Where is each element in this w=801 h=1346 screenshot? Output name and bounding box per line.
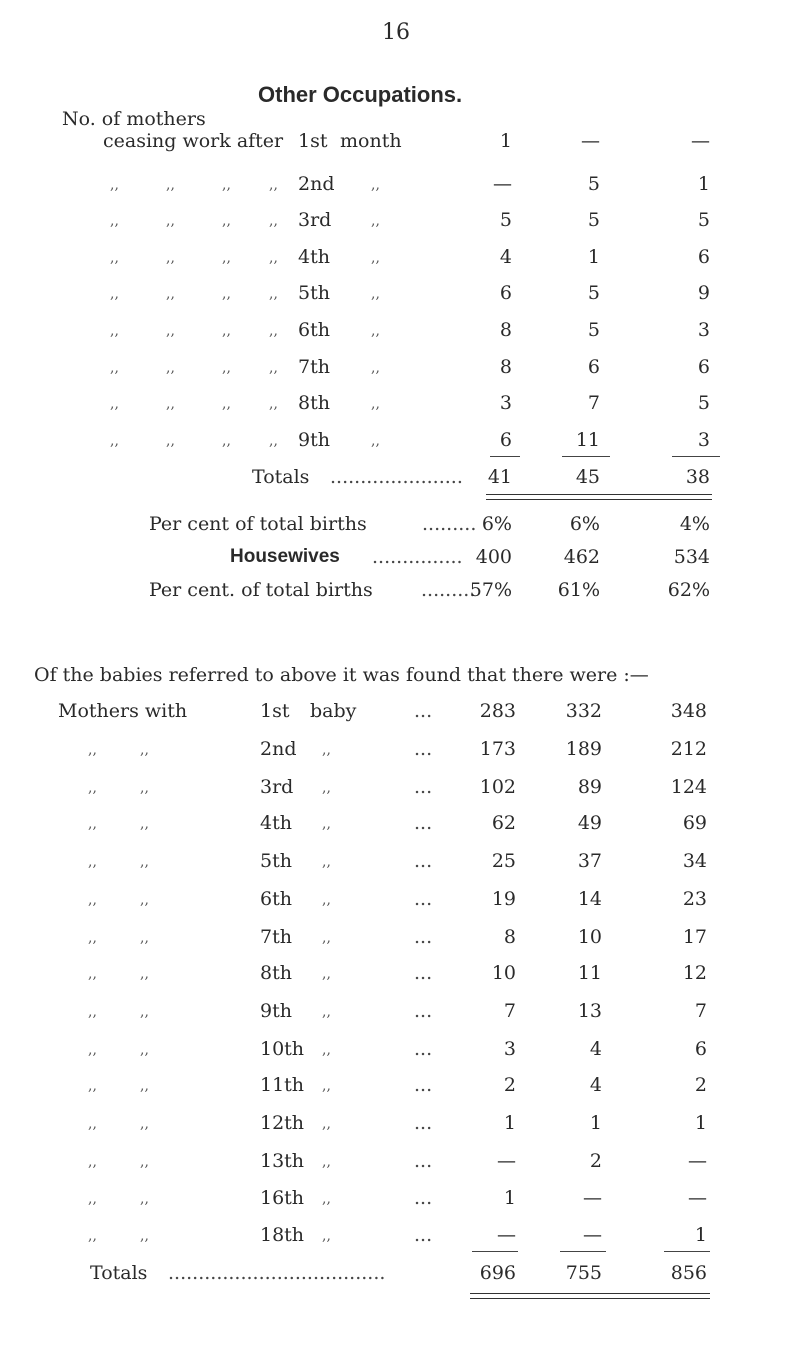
ditto-mark: ,,: [322, 1228, 331, 1244]
leader-dots: ......................: [330, 466, 463, 488]
housewives-cell: 400: [475, 546, 512, 568]
ditto-mark: ,,: [371, 360, 380, 376]
table-cell: 1: [697, 173, 710, 195]
ditto-mark: ,,: [110, 323, 119, 339]
ditto-mark: ,,: [88, 1116, 97, 1132]
housewives-cell: 534: [673, 546, 710, 568]
table-cell: 5: [587, 282, 600, 304]
leader-dots: ....................................: [168, 1262, 386, 1284]
table-cell: 5: [587, 209, 600, 231]
row-ordinal: 7th: [298, 356, 330, 378]
ditto-mark: ,,: [222, 286, 231, 302]
table-cell: 212: [670, 738, 707, 760]
row-ordinal: 18th: [260, 1224, 305, 1246]
ditto-mark: ,,: [322, 780, 331, 796]
ditto-mark: ,,: [110, 396, 119, 412]
row-ordinal: 12th: [260, 1112, 305, 1134]
row-ordinal: 6th: [298, 319, 330, 341]
total-double-rule: [470, 1293, 710, 1299]
table-cell: 5: [587, 319, 600, 341]
ditto-mark: ,,: [166, 323, 175, 339]
totals-cell: 45: [575, 466, 600, 488]
row-ordinal: 6th: [260, 888, 292, 910]
percent2-cell: 62%: [667, 579, 710, 601]
ditto-mark: ,,: [322, 854, 331, 870]
mothers-label: No. of mothers: [62, 108, 206, 130]
ditto-mark: ,,: [322, 892, 331, 908]
totals-cell: 856: [670, 1262, 707, 1284]
ditto-mark: ,,: [140, 780, 149, 796]
ditto-mark: ,,: [110, 213, 119, 229]
mothers-with-label: Mothers with: [58, 700, 188, 722]
leader-dots: .........: [421, 579, 476, 601]
table-cell: 5: [697, 392, 710, 414]
section-heading: Other Occupations.: [258, 82, 463, 107]
table-cell: 23: [682, 888, 707, 910]
table-cell: 7: [587, 392, 600, 414]
table-cell: —: [688, 1150, 707, 1172]
ditto-mark: ,,: [110, 360, 119, 376]
ditto-mark: ,,: [166, 213, 175, 229]
ditto-mark: ,,: [140, 892, 149, 908]
ditto-mark: ,,: [322, 816, 331, 832]
table-cell: 283: [479, 700, 516, 722]
table-cell: 1: [503, 1112, 516, 1134]
row-ordinal: 8th: [260, 962, 292, 984]
ditto-mark: ,,: [322, 930, 331, 946]
leader-dots: ...: [414, 1038, 433, 1060]
ditto-mark: ,,: [88, 816, 97, 832]
ditto-mark: ,,: [322, 966, 331, 982]
percent2-label: Per cent. of total births: [149, 579, 373, 601]
table-cell: 189: [565, 738, 602, 760]
leader-dots: ...: [414, 926, 433, 948]
table-cell: 173: [479, 738, 516, 760]
ditto-mark: ,,: [222, 323, 231, 339]
ditto-mark: ,,: [140, 1042, 149, 1058]
ditto-mark: ,,: [322, 1154, 331, 1170]
table-cell: 3: [697, 319, 710, 341]
ditto-mark: ,,: [140, 742, 149, 758]
ditto-mark: ,,: [371, 323, 380, 339]
table-cell: 6: [499, 282, 512, 304]
table-cell: 13: [577, 1000, 602, 1022]
table-cell: —: [493, 173, 512, 195]
ditto-mark: ,,: [371, 213, 380, 229]
baby-word: baby: [310, 700, 357, 722]
leader-dots: ...: [414, 888, 433, 910]
table-cell: 3: [499, 392, 512, 414]
table-cell: 25: [491, 850, 516, 872]
table-cell: 1: [694, 1112, 707, 1134]
ditto-mark: ,,: [322, 1078, 331, 1094]
row-ordinal: 16th: [260, 1187, 305, 1209]
ditto-mark: ,,: [140, 1191, 149, 1207]
ditto-mark: ,,: [166, 396, 175, 412]
ditto-mark: ,,: [166, 360, 175, 376]
ditto-mark: ,,: [140, 966, 149, 982]
row-ordinal: 4th: [298, 246, 330, 268]
table-cell: —: [583, 1224, 602, 1246]
ditto-mark: ,,: [88, 1042, 97, 1058]
table-cell: 3: [697, 429, 710, 451]
ditto-mark: ,,: [140, 816, 149, 832]
table-cell: 11: [575, 429, 600, 451]
ditto-mark: ,,: [88, 1191, 97, 1207]
ceasing-work-label: ceasing work after: [103, 130, 284, 152]
ditto-mark: ,,: [88, 780, 97, 796]
ditto-mark: ,,: [88, 1154, 97, 1170]
table-cell: 89: [577, 776, 602, 798]
ditto-mark: ,,: [371, 433, 380, 449]
percent-cell: 4%: [679, 513, 710, 535]
ditto-mark: ,,: [110, 286, 119, 302]
table-cell: 6: [697, 246, 710, 268]
sum-rule: [562, 456, 610, 457]
table-cell: 7: [694, 1000, 707, 1022]
ditto-mark: ,,: [269, 177, 278, 193]
table-cell: 19: [491, 888, 516, 910]
table-cell: 6: [499, 429, 512, 451]
ditto-mark: ,,: [322, 1042, 331, 1058]
table-cell: 49: [577, 812, 602, 834]
month-word: month: [340, 130, 402, 152]
percent2-cell: 57%: [469, 579, 512, 601]
row-ordinal: 4th: [260, 812, 292, 834]
housewives-label: Housewives: [230, 546, 340, 567]
ditto-mark: ,,: [140, 930, 149, 946]
leader-dots: ...: [414, 850, 433, 872]
table-cell: 6: [694, 1038, 707, 1060]
percent-cell: 6%: [569, 513, 600, 535]
ditto-mark: ,,: [166, 250, 175, 266]
sum-rule: [664, 1251, 710, 1252]
sum-rule: [490, 456, 520, 457]
leader-dots: .........: [422, 513, 477, 535]
leader-dots: ...: [414, 1074, 433, 1096]
ditto-mark: ,,: [140, 1078, 149, 1094]
ditto-mark: ,,: [222, 177, 231, 193]
table-cell: 6: [587, 356, 600, 378]
ditto-mark: ,,: [322, 1004, 331, 1020]
table-cell: 11: [577, 962, 602, 984]
ditto-mark: ,,: [371, 396, 380, 412]
table-cell: 8: [503, 926, 516, 948]
ditto-mark: ,,: [222, 360, 231, 376]
ditto-mark: ,,: [88, 742, 97, 758]
ditto-mark: ,,: [322, 1116, 331, 1132]
ditto-mark: ,,: [322, 1191, 331, 1207]
row-ordinal: 9th: [260, 1000, 292, 1022]
ditto-mark: ,,: [166, 433, 175, 449]
table-cell: —: [581, 130, 600, 152]
leader-dots: ...: [414, 812, 433, 834]
ditto-mark: ,,: [269, 433, 278, 449]
ditto-mark: ,,: [88, 966, 97, 982]
leader-dots: ...............: [372, 546, 463, 568]
ditto-mark: ,,: [269, 213, 278, 229]
leader-dots: ...: [414, 776, 433, 798]
total-double-rule: [486, 494, 712, 500]
table-cell: 348: [670, 700, 707, 722]
table-cell: 2: [503, 1074, 516, 1096]
leader-dots: ...: [414, 962, 433, 984]
table-cell: 4: [499, 246, 512, 268]
ditto-mark: ,,: [371, 250, 380, 266]
sum-rule: [560, 1251, 606, 1252]
row-ordinal: 7th: [260, 926, 292, 948]
leader-dots: ...: [414, 1112, 433, 1134]
table-cell: 10: [491, 962, 516, 984]
row-ordinal: 5th: [298, 282, 330, 304]
ditto-mark: ,,: [88, 930, 97, 946]
table-cell: —: [497, 1150, 516, 1172]
ditto-mark: ,,: [140, 854, 149, 870]
table-cell: 10: [577, 926, 602, 948]
babies-intro: Of the babies referred to above it was found that there were :—: [34, 664, 649, 686]
row-ordinal: 11th: [260, 1074, 305, 1096]
table-cell: 4: [589, 1074, 602, 1096]
table-cell: 6: [697, 356, 710, 378]
leader-dots: ...: [414, 738, 433, 760]
row-ordinal: 3rd: [298, 209, 332, 231]
ditto-mark: ,,: [88, 1004, 97, 1020]
totals-cell: 41: [487, 466, 512, 488]
table-cell: —: [497, 1224, 516, 1246]
ditto-mark: ,,: [322, 742, 331, 758]
totals-cell: 755: [565, 1262, 602, 1284]
ditto-mark: ,,: [88, 892, 97, 908]
housewives-cell: 462: [563, 546, 600, 568]
ditto-mark: ,,: [110, 177, 119, 193]
ditto-mark: ,,: [222, 396, 231, 412]
ditto-mark: ,,: [269, 250, 278, 266]
table-cell: 69: [682, 812, 707, 834]
ditto-mark: ,,: [88, 1228, 97, 1244]
table-cell: 12: [682, 962, 707, 984]
totals-label: Totals: [252, 466, 310, 488]
ditto-mark: ,,: [222, 250, 231, 266]
ditto-mark: ,,: [110, 250, 119, 266]
percent-cell: 6%: [481, 513, 512, 535]
leader-dots: ...: [414, 1224, 433, 1246]
leader-dots: ...: [414, 1000, 433, 1022]
ditto-mark: ,,: [166, 177, 175, 193]
table-cell: 7: [503, 1000, 516, 1022]
row-ordinal: 3rd: [260, 776, 294, 798]
table-cell: 37: [577, 850, 602, 872]
ditto-mark: ,,: [269, 360, 278, 376]
table-cell: —: [688, 1187, 707, 1209]
ditto-mark: ,,: [222, 213, 231, 229]
ditto-mark: ,,: [269, 396, 278, 412]
table-cell: 8: [499, 356, 512, 378]
ditto-mark: ,,: [166, 286, 175, 302]
ditto-mark: ,,: [269, 286, 278, 302]
row-ordinal: 10th: [260, 1038, 305, 1060]
percent2-cell: 61%: [557, 579, 600, 601]
table-cell: —: [583, 1187, 602, 1209]
table-cell: 4: [589, 1038, 602, 1060]
row-ordinal: 8th: [298, 392, 330, 414]
table-cell: 34: [682, 850, 707, 872]
table-cell: 1: [503, 1187, 516, 1209]
ditto-mark: ,,: [88, 1078, 97, 1094]
table-cell: 332: [565, 700, 602, 722]
table-cell: 62: [491, 812, 516, 834]
table-cell: 1: [694, 1224, 707, 1246]
ditto-mark: ,,: [110, 433, 119, 449]
ditto-mark: ,,: [140, 1228, 149, 1244]
table-cell: 3: [503, 1038, 516, 1060]
ditto-mark: ,,: [222, 433, 231, 449]
table-cell: 5: [697, 209, 710, 231]
leader-dots: ...: [414, 1150, 433, 1172]
leader-dots: ...: [414, 700, 433, 722]
table-cell: 5: [587, 173, 600, 195]
table-cell: 102: [479, 776, 516, 798]
table-cell: 1: [499, 130, 512, 152]
row-ordinal: 9th: [298, 429, 330, 451]
row-ordinal: 1st: [298, 130, 328, 152]
table-cell: 5: [499, 209, 512, 231]
ditto-mark: ,,: [269, 323, 278, 339]
row-ordinal: 1st: [260, 700, 290, 722]
row-ordinal: 2nd: [298, 173, 335, 195]
table-cell: 14: [577, 888, 602, 910]
totals-cell: 696: [479, 1262, 516, 1284]
table-cell: 8: [499, 319, 512, 341]
ditto-mark: ,,: [140, 1116, 149, 1132]
row-ordinal: 5th: [260, 850, 292, 872]
row-ordinal: 13th: [260, 1150, 305, 1172]
table-cell: 17: [682, 926, 707, 948]
table-cell: 9: [697, 282, 710, 304]
ditto-mark: ,,: [140, 1154, 149, 1170]
table-cell: 1: [589, 1112, 602, 1134]
ditto-mark: ,,: [88, 854, 97, 870]
table-cell: 124: [670, 776, 707, 798]
table-cell: 2: [589, 1150, 602, 1172]
table-cell: —: [691, 130, 710, 152]
sum-rule: [672, 456, 720, 457]
page-number: 16: [382, 20, 410, 45]
percent-label: Per cent of total births: [149, 513, 367, 535]
leader-dots: ...: [414, 1187, 433, 1209]
table-cell: 1: [587, 246, 600, 268]
ditto-mark: ,,: [371, 177, 380, 193]
table-cell: 2: [694, 1074, 707, 1096]
ditto-mark: ,,: [371, 286, 380, 302]
ditto-mark: ,,: [140, 1004, 149, 1020]
sum-rule: [472, 1251, 518, 1252]
totals-cell: 38: [685, 466, 710, 488]
totals-label: Totals: [90, 1262, 148, 1284]
row-ordinal: 2nd: [260, 738, 297, 760]
